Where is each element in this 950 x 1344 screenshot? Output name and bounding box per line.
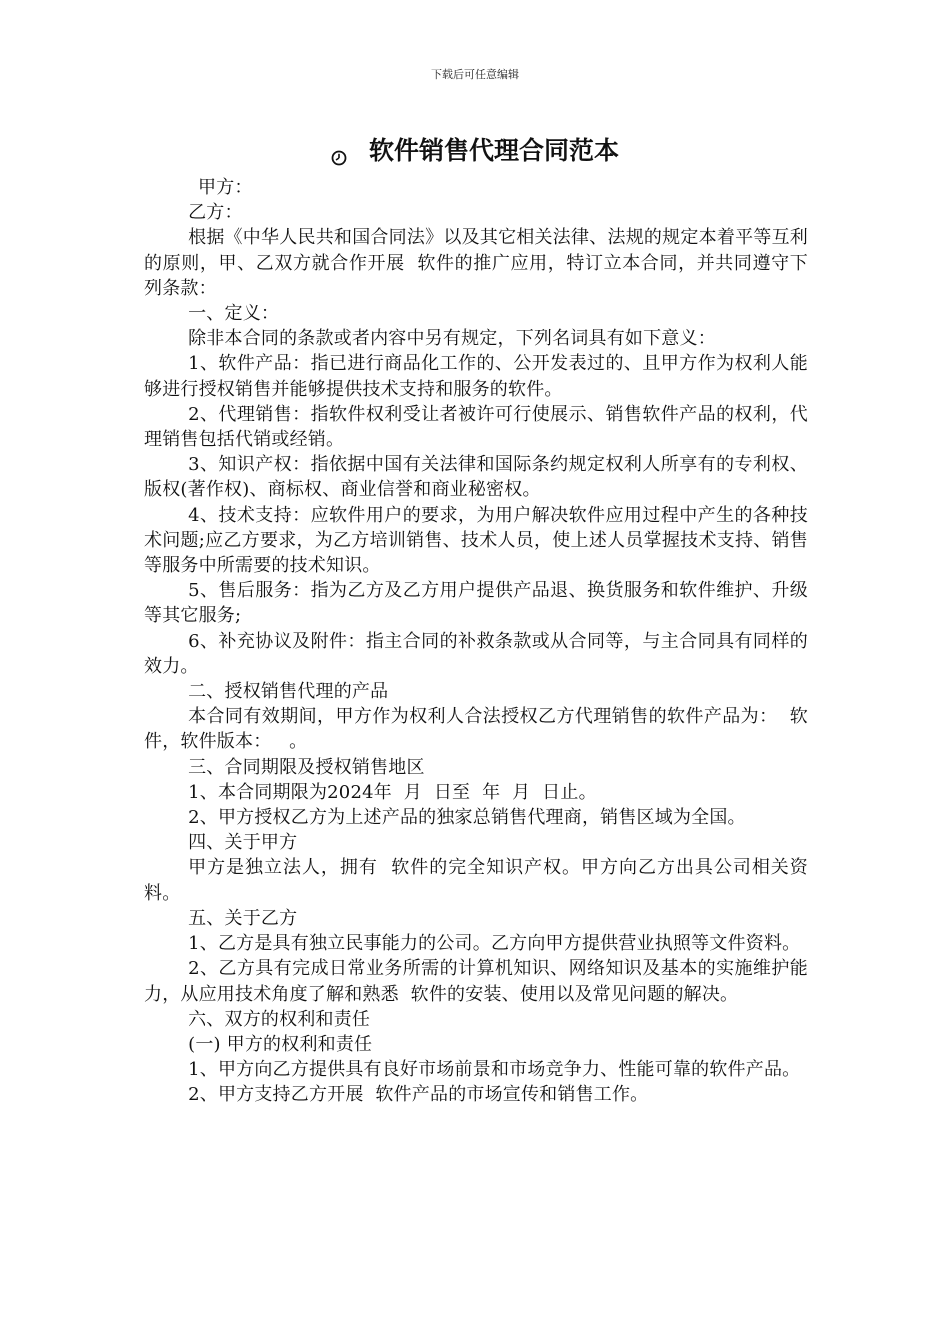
subsection-heading-party-a-rights: (一) 甲方的权利和责任 [188,1033,373,1055]
definition-technical-support: 4、技术支持：应软件用户的要求，为用户解决软件应用过程中产生的各种技术问题;应乙方要求，为乙方培训销售、技术人员，使上述人员掌握技术支持、销售等服务中所需要的技术知识。 [144,504,808,577]
definition-software-product: 1、软件产品：指已进行商品化工作的、公开发表过的、且甲方作为权利人能够进行授权销售并能够提供技术支持和服务的软件。 [144,353,808,400]
section-heading-term-and-region: 三、合同期限及授权销售地区 [188,756,425,778]
party-b-line: 乙方： [188,202,243,224]
party-b-clause-2: 2、乙方具有完成日常业务所需的计算机知识、网络知识及基本的实施维护能力，从应用技术角度了解和熟悉 软件的安装、使用以及常见问题的解决。 [144,958,808,1005]
section-heading-rights-and-duties: 六、双方的权利和责任 [188,1008,371,1030]
definition-supplementary-agreement: 6、补充协议及附件：指主合同的补救条款或从合同等，与主合同具有同样的效力。 [144,630,808,677]
section-heading-party-b: 五、关于乙方 [188,907,298,929]
definition-agency-sales: 2、代理销售：指软件权利受让者被许可行使展示、销售软件产品的权利，代理销售包括代销或经销。 [144,403,808,451]
term-clause: 1、本合同期限为2024年 月 日至 年 月 日止。 [188,781,597,803]
authorized-products-paragraph: 本合同有效期间，甲方作为权利人合法授权乙方代理销售的软件产品为： 软件，软件版本： 。 [144,706,808,753]
section-heading-party-a: 四、关于甲方 [188,832,298,854]
document-title-row [0,134,950,168]
section-heading-authorized-products: 二、授权销售代理的产品 [188,681,389,703]
preamble-paragraph: 根据《中华人民共和国合同法》以及其它相关法律、法规的规定本着平等互利的原则，甲、乙双方就合作开展 软件的推广应用，特订立本合同，并共同遵守下列条款： [144,227,808,299]
party-a-rights-clause-1: 1、甲方向乙方提供具有良好市场前景和市场竞争力、性能可靠的软件产品。 [188,1059,801,1081]
section-heading-definitions: 一、定义： [188,303,280,325]
page-header-note: 下载后可任意编辑 [431,68,519,81]
document-body [144,175,808,1108]
document-title: 软件销售代理合同范本 [368,136,619,165]
region-clause: 2、甲方授权乙方为上述产品的独家总销售代理商，销售区域为全国。 [188,807,746,829]
party-a-rights-clause-2: 2、甲方支持乙方开展 软件产品的市场宣传和销售工作。 [188,1084,649,1106]
party-a-paragraph: 甲方是独立法人，拥有 软件的完全知识产权。甲方向乙方出具公司相关资料。 [144,857,808,904]
party-b-clause-1: 1、乙方是具有独立民事能力的公司。乙方向甲方提供营业执照等文件资料。 [188,933,801,955]
definition-after-sales-service: 5、售后服务：指为乙方及乙方用户提供产品退、换货服务和软件维护、升级等其它服务; [144,580,808,627]
definition-intellectual-property: 3、知识产权：指依据中国有关法律和国际条约规定权利人所享有的专利权、版权(著作权)、商标权、商业信誉和商业秘密权。 [144,454,808,501]
party-a-line: 甲方： [198,177,253,198]
definitions-intro: 除非本合同的条款或者内容中另有规定，下列名词具有如下意义： [188,328,716,350]
clock-icon [331,141,347,157]
